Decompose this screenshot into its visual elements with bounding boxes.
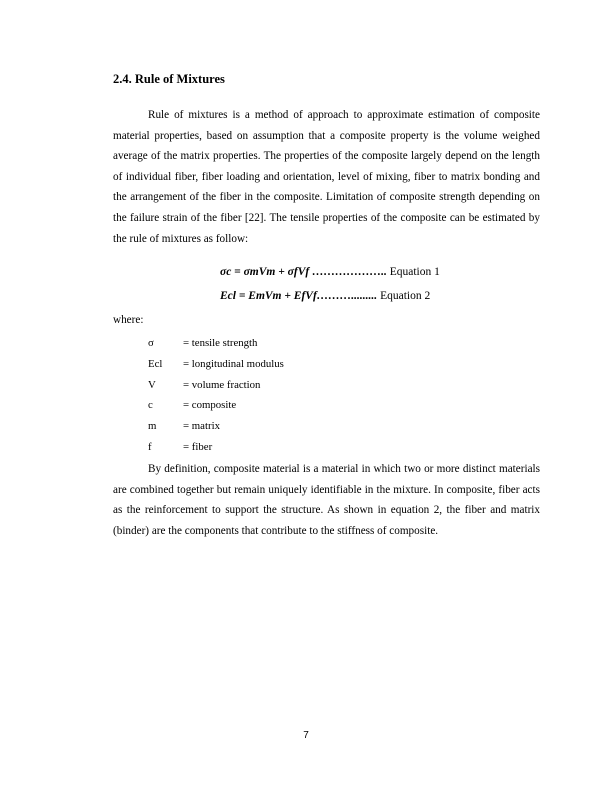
definition-symbol: V	[148, 378, 156, 391]
definition-symbol: f	[148, 440, 152, 453]
definition-description: = matrix	[183, 420, 220, 433]
definition-description: = volume fraction	[183, 378, 261, 391]
definition-row	[148, 333, 284, 354]
definition-row	[148, 395, 284, 416]
closing-paragraph-text: By definition, composite material is a material in which two or more distinct materials are combined together but remain uniquely identifiable in the mixture. In composite, fiber acts as the reinforcement to support the structure. As shown in equation 2, the fiber and matrix (binder) are the components that contribute to the stiffness of composite.	[113, 463, 540, 537]
closing-paragraph	[113, 459, 540, 541]
definition-symbol: Ecl	[148, 357, 163, 370]
equation-1-label: Equation 1	[386, 266, 440, 278]
intro-paragraph-text: Rule of mixtures is a method of approach to approximate estimation of composite material properties, based on assumption that a composite property is the volume weighed average of the matrix properties. The properties of the composite largely depend on the length of individual fiber, fiber loading and orientation, level of mixing, fiber to matrix bonding and the arrangement of the fiber in the composite. Limitation of composite strength depending on the failure strain of the fiber [22]. The tensile properties of the composite can be estimated by the rule of mixtures as follow:	[113, 109, 540, 245]
definition-row	[148, 437, 284, 458]
section-heading: 2.4. Rule of Mixtures	[113, 72, 225, 86]
definition-row	[148, 416, 284, 437]
definitions-list	[148, 333, 284, 458]
equation-2	[220, 290, 430, 302]
definition-description: = longitudinal modulus	[183, 357, 284, 370]
definition-symbol: σ	[148, 337, 154, 349]
definition-row	[148, 375, 284, 396]
equation-2-formula: Ecl = EmVm + EfVf……….........	[220, 290, 378, 302]
definition-description: = tensile strength	[183, 337, 258, 349]
intro-paragraph	[113, 105, 540, 249]
page-number: 7	[303, 730, 309, 741]
equation-2-label: Equation 2	[377, 290, 431, 302]
definition-symbol: m	[148, 420, 157, 433]
equation-1	[220, 266, 440, 278]
definition-description: = fiber	[183, 440, 213, 453]
definition-row	[148, 354, 284, 375]
definition-description: = composite	[183, 399, 237, 412]
equation-1-formula: σc = σmVm + σfVf ………………..	[220, 266, 387, 278]
where-label: where:	[113, 314, 144, 326]
definition-symbol: c	[148, 399, 153, 412]
